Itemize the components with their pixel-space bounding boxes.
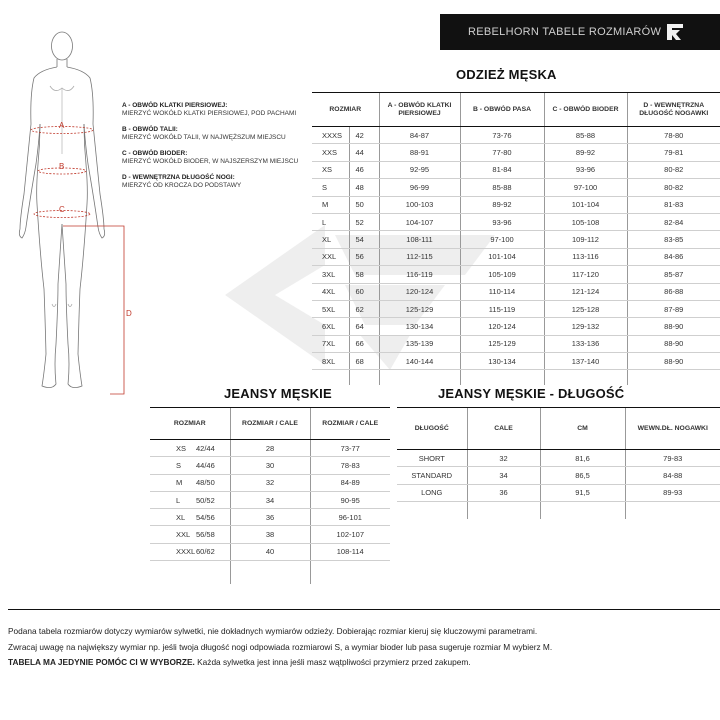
figure-label-b: B [59,162,65,171]
table-cell: 117-120 [544,266,627,283]
table-row [150,440,390,457]
table-cell: 93-96 [460,213,544,230]
legend-item [122,150,312,166]
table-cell: 48/50 [196,474,230,491]
table-row [150,543,390,560]
table-cell: LONG [397,484,467,501]
table-cell: 101-104 [544,196,627,213]
table-cell: 88-90 [627,335,720,352]
table-cell: 125-129 [379,300,460,317]
column-header: ROZMIAR / CALE [230,408,310,440]
table-cell: 54 [349,231,379,248]
table-cell: 30 [230,457,310,474]
table-cell [544,370,627,385]
table-cell: 89-92 [544,144,627,161]
footer-line-2: Zwracaj uwagę na największy wymiar np. jeśli twoja długość nogi odpowiada rozmiarowi S, a wymiar bioder lub pasa sugeruje rozmiar M wybierz M. [8,641,553,652]
table-cell: 90-95 [310,491,390,508]
table-cell: 44/46 [196,457,230,474]
table-cell: M [150,474,196,491]
table-cell: 48 [349,179,379,196]
jeans-title: JEANSY MĘSKIE [224,386,332,401]
legend-item [122,126,312,142]
table-cell: 68 [349,353,379,370]
table-cell: L [150,491,196,508]
table-spacer-row [150,561,390,584]
table-cell: 108-114 [310,543,390,560]
legend-title: A - OBWÓD KLATKI PIERSIOWEJ: [122,102,228,109]
legend-title: C - OBWÓD BIODER: [122,150,188,157]
table-cell: M [312,196,349,213]
table-header-row [312,93,720,127]
legend-title: B - OBWÓD TALII: [122,126,178,133]
header-bar [440,14,720,50]
table-row [312,127,720,144]
table-cell: 40 [230,543,310,560]
table-cell: 38 [230,526,310,543]
table-cell: 73-76 [460,127,544,144]
table-cell: 100-103 [379,196,460,213]
table-cell: 36 [230,509,310,526]
table-cell: 112-115 [379,248,460,265]
table-cell: 87-89 [627,300,720,317]
legend-item [122,174,312,190]
table-cell: 77-80 [460,144,544,161]
column-header: B - OBWÓD PASA [460,93,544,127]
table-spacer-row [397,502,720,519]
table-cell: 135-139 [379,335,460,352]
footer-emphasis: TABELA MA JEDYNIE POMÓC CI W WYBORZE. [8,657,195,667]
table-cell: 97-100 [460,231,544,248]
footer-line-3 [8,655,718,671]
mens-clothing-title: ODZIEŻ MĘSKA [456,67,557,82]
table-cell: 86,5 [540,467,625,484]
table-cell: 85-88 [460,179,544,196]
table-cell: 62 [349,300,379,317]
table-row [150,509,390,526]
table-cell: 104-107 [379,213,460,230]
table-cell [627,370,720,385]
table-cell: 120-124 [460,318,544,335]
table-cell [397,502,467,519]
table-cell [230,561,310,584]
table-cell: XXL [312,248,349,265]
table-cell: 121-124 [544,283,627,300]
table-cell: 96-99 [379,179,460,196]
table-row [312,283,720,300]
table-cell: 93-96 [544,161,627,178]
table-cell: 80-82 [627,161,720,178]
jeans-length-table [397,407,720,519]
table-cell: 137-140 [544,353,627,370]
column-header: ROZMIAR [312,93,379,127]
table-cell: STANDARD [397,467,467,484]
table-row [150,457,390,474]
table-cell: 52 [349,213,379,230]
measurement-legend [122,102,312,198]
table-cell: 46 [349,161,379,178]
table-cell: 79-83 [625,450,720,467]
table-row [312,266,720,283]
column-header: A - OBWÓD KLATKI PIERSIOWEJ [379,93,460,127]
jeans-size-table [150,407,390,584]
table-cell: 82-84 [627,213,720,230]
table-cell: 91,5 [540,484,625,501]
table-cell: XXS [312,144,349,161]
table-cell: 7XL [312,335,349,352]
table-cell: 83-85 [627,231,720,248]
table-cell: 32 [467,450,540,467]
table-cell: 130-134 [460,353,544,370]
column-header: ROZMIAR [150,408,230,440]
table-cell: 84-88 [625,467,720,484]
table-cell: 97-100 [544,179,627,196]
legend-desc: MIERZYĆ WOKÓŁD KLATKI PIERSIOWEJ, POD PACHAMI [122,110,297,117]
table-cell: 89-93 [625,484,720,501]
table-cell: XXXL [150,543,196,560]
table-row [150,474,390,491]
footer-line-1: Podana tabela rozmiarów dotyczy wymiarów sylwetki, nie dokładnych wymiarów odzieży. Dobierając rozmiar kieruj się kluczowymi parametrami. [8,626,538,636]
table-cell: 85-88 [544,127,627,144]
table-cell: XS [312,161,349,178]
table-cell: 89-92 [460,196,544,213]
table-cell: 88-90 [627,318,720,335]
table-cell: 56/58 [196,526,230,543]
jeans-length-title: JEANSY MĘSKIE - DŁUGOŚĆ [438,386,625,401]
table-cell: 64 [349,318,379,335]
legend-desc: MIERZYĆ WOKÓŁD BIODER, W NAJSZERSZYM MIEJSCU [122,158,299,165]
table-cell: 60/62 [196,543,230,560]
table-cell: S [150,457,196,474]
table-cell: 88-90 [627,353,720,370]
legend-desc: MIERZYĆ OD KROCZA DO PODSTAWY [122,182,242,189]
table-row [150,526,390,543]
table-cell: 56 [349,248,379,265]
table-cell: 85-87 [627,266,720,283]
table-cell [312,370,349,385]
table-cell: 81-83 [627,196,720,213]
table-cell: 34 [467,467,540,484]
table-row [312,213,720,230]
table-cell: 3XL [312,266,349,283]
table-spacer-row [312,370,720,385]
column-header: ROZMIAR / CALE [310,408,390,440]
table-cell: 88-91 [379,144,460,161]
table-cell: 84-87 [379,127,460,144]
table-cell: 32 [230,474,310,491]
figure-label-c: C [59,205,65,214]
footer-line-3-rest: Każda sylwetka jest inna jeśli masz wątpliwości przymierz przed zakupem. [194,657,471,667]
mens-clothing-table [312,92,720,385]
table-cell: 101-104 [460,248,544,265]
table-cell: 28 [230,440,310,457]
table-cell: 73-77 [310,440,390,457]
table-row [397,467,720,484]
table-cell: 108-111 [379,231,460,248]
table-header-row [397,408,720,450]
table-cell: XL [150,509,196,526]
table-cell: 96-101 [310,509,390,526]
table-cell: 42 [349,127,379,144]
table-cell: 130-134 [379,318,460,335]
table-cell: 58 [349,266,379,283]
table-cell: XXXS [312,127,349,144]
table-cell: 6XL [312,318,349,335]
table-row [312,231,720,248]
table-cell: 109-112 [544,231,627,248]
table-cell: 113-116 [544,248,627,265]
legend-item [122,102,312,118]
table-cell: 79-81 [627,144,720,161]
table-cell: 50 [349,196,379,213]
legend-desc: MIERZYĆ WOKÓŁD TALII, W NAJWĘŻSZUM MIEJSCU [122,134,286,141]
table-row [312,300,720,317]
table-row [312,196,720,213]
table-cell: 110-114 [460,283,544,300]
table-cell: 129-132 [544,318,627,335]
table-cell: 92-95 [379,161,460,178]
column-header: WEWN.DŁ. NOGAWKI [625,408,720,450]
table-cell: 84-89 [310,474,390,491]
table-cell: 42/44 [196,440,230,457]
table-cell: 36 [467,484,540,501]
table-cell [540,502,625,519]
table-row [397,484,720,501]
table-cell: 116-119 [379,266,460,283]
table-cell: 78-83 [310,457,390,474]
table-cell: S [312,179,349,196]
table-cell: 105-108 [544,213,627,230]
table-cell [349,370,379,385]
table-cell: 60 [349,283,379,300]
footer-notes [8,624,718,671]
table-cell: 8XL [312,353,349,370]
table-header-row [150,408,390,440]
table-cell [310,561,390,584]
table-cell: 81,6 [540,450,625,467]
table-row [312,335,720,352]
table-cell: 34 [230,491,310,508]
table-cell: 125-128 [544,300,627,317]
footer-divider [8,609,720,610]
table-cell [150,561,196,584]
table-cell: 140-144 [379,353,460,370]
table-row [312,353,720,370]
table-cell: 86-88 [627,283,720,300]
table-cell: XXL [150,526,196,543]
table-row [312,144,720,161]
table-row [312,161,720,178]
table-cell: 125-129 [460,335,544,352]
table-cell: 4XL [312,283,349,300]
table-row [150,491,390,508]
table-cell [460,370,544,385]
table-cell: 120-124 [379,283,460,300]
body-measurement-figure [0,24,135,404]
table-cell: 54/56 [196,509,230,526]
table-cell: 80-82 [627,179,720,196]
table-cell: 81-84 [460,161,544,178]
table-cell: 44 [349,144,379,161]
table-cell: 115-119 [460,300,544,317]
table-cell: SHORT [397,450,467,467]
table-row [397,450,720,467]
column-header: C - OBWÓD BIODER [544,93,627,127]
figure-label-d: D [126,309,132,318]
table-cell: 105-109 [460,266,544,283]
table-cell: L [312,213,349,230]
table-cell: 5XL [312,300,349,317]
header-title: REBELHORN TABELE ROZMIARÓW [468,26,662,38]
table-row [312,248,720,265]
table-cell: XS [150,440,196,457]
table-cell: 66 [349,335,379,352]
table-cell [625,502,720,519]
table-cell: XL [312,231,349,248]
rebelhorn-r-logo-icon [664,21,686,43]
column-header: D - WEWNĘTRZNA DŁUGOŚĆ NOGAWKI [627,93,720,127]
table-cell: 102-107 [310,526,390,543]
legend-title: D - WEWNĘTRZNA DŁUGOŚĆ NOGI: [122,174,235,181]
table-cell: 50/52 [196,491,230,508]
column-header: CM [540,408,625,450]
table-cell: 84-86 [627,248,720,265]
figure-label-a: A [59,121,65,130]
table-cell: 78-80 [627,127,720,144]
table-row [312,318,720,335]
column-header: CALE [467,408,540,450]
column-header: DŁUGOŚĆ [397,408,467,450]
table-cell: 133-136 [544,335,627,352]
table-cell [196,561,230,584]
table-cell [379,370,460,385]
table-row [312,179,720,196]
table-cell [467,502,540,519]
